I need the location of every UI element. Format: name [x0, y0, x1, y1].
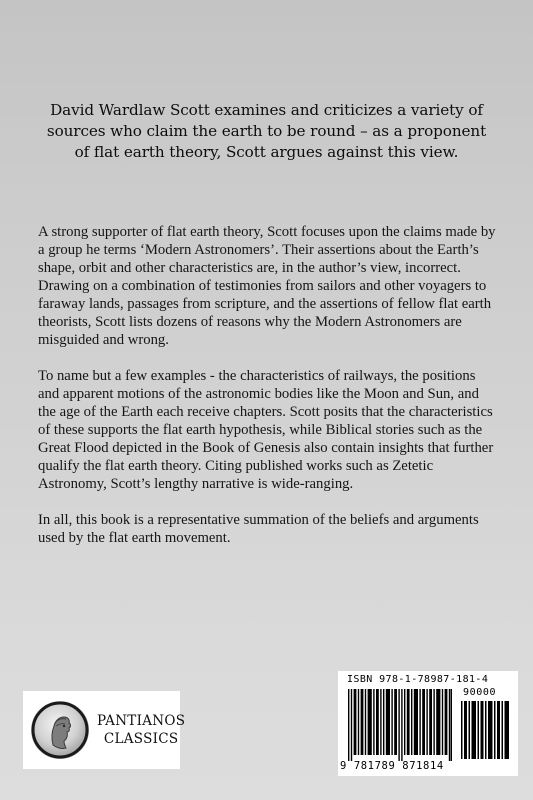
ean-digits: 9 781789 871814 — [340, 760, 444, 772]
description-paragraph-2: To name but a few examples - the characteristics of railways, the positions and apparent motions of the astronomic bodies like the Moon and Sun, and the age of the Earth each receive chapters. Scott posits that the characteristics of these supports the flat earth hypothesis, while Biblical stories such as the Great Flood depicted in the Book of Genesis also contain insights that further qualify the flat earth theory. Citing published works such as Zetetic Astronomy, Scott’s lengthy narrative is wide-ranging. — [38, 368, 494, 492]
publisher-name-line1: PANTIANOS — [97, 713, 186, 729]
publisher-logo — [23, 691, 186, 769]
publisher-name — [97, 712, 185, 748]
publisher-name-line2: CLASSICS — [103, 731, 179, 747]
description-paragraph-3: In all, this book is a representative summation of the beliefs and arguments used by the flat earth movement. — [38, 512, 479, 546]
coin-portrait-icon — [31, 701, 89, 759]
barcode — [338, 671, 518, 776]
description-paragraph-1: A strong supporter of flat earth theory, Scott focuses upon the claims made by a group he terms ‘Modern Astronomers’. Their assertions about the Earth’s shape, orbit and other characteristics are, in the author’s view, incorrect. Drawing on a combination of testimonies from sailors and other voyagers to faraway lands, passages from scripture, and the assertions of fellow flat earth theorists, Scott lists dozens of reasons why the Modern Astronomers are misguided and wrong. — [38, 224, 496, 348]
description — [38, 223, 500, 565]
blurb-text: David Wardlaw Scott examines and criticizes a variety of sources who claim the earth to be round – as a proponent of flat earth theory, Scott argues against this view. — [46, 101, 487, 161]
ean-barcode-bars — [348, 689, 452, 761]
addon-price-code: 90000 — [463, 687, 497, 698]
addon-barcode-bars — [461, 701, 509, 759]
isbn-label: ISBN 978-1-78987-181-4 — [347, 674, 489, 685]
